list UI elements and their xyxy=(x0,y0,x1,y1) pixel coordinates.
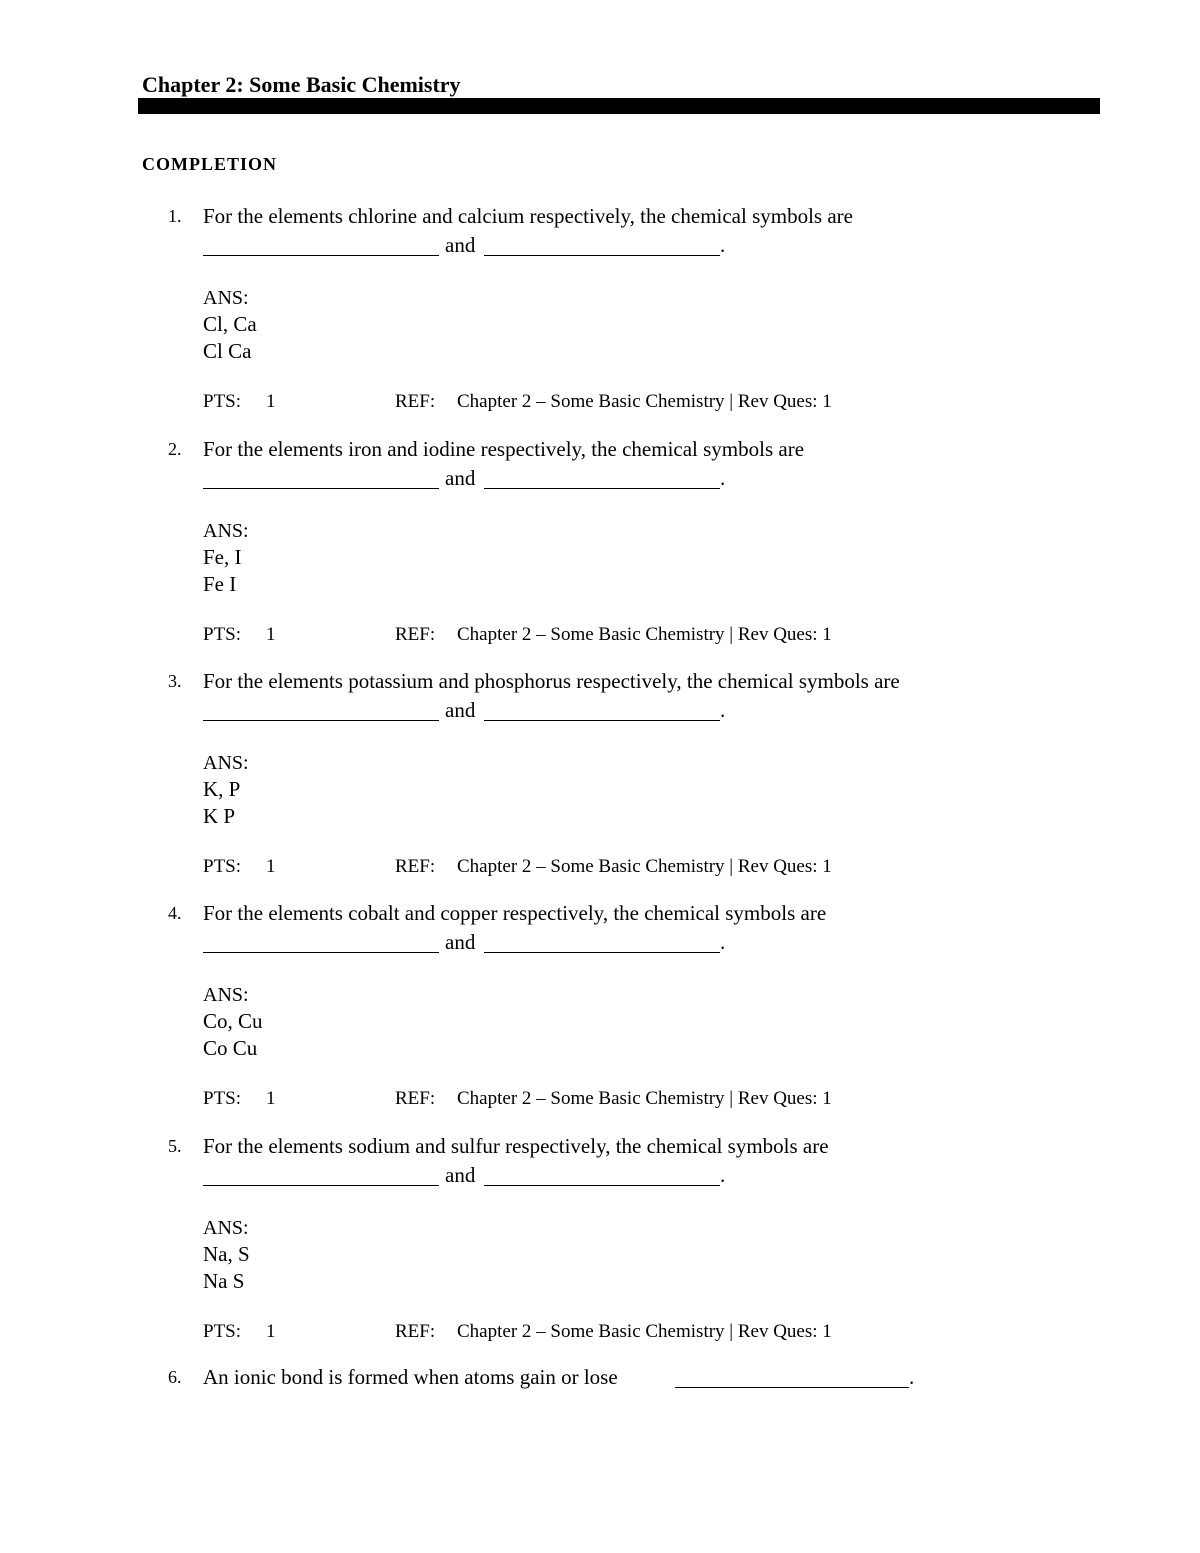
question-number: 3. xyxy=(168,671,182,691)
question-2 xyxy=(0,439,1200,669)
pts-value: 1 xyxy=(266,391,276,412)
answer-line-1: Cl, Ca xyxy=(203,312,257,336)
answer-blanks xyxy=(203,233,733,259)
ref-value: Chapter 2 – Some Basic Chemistry | Rev Ques: 1 xyxy=(457,1321,832,1342)
and-word: and xyxy=(445,466,476,490)
answer-line-1: Fe, I xyxy=(203,545,242,569)
title-rule xyxy=(138,98,1100,114)
question-number: 1. xyxy=(168,206,182,226)
question-text: For the elements sodium and sulfur respectively, the chemical symbols are xyxy=(203,1134,829,1158)
and-word: and xyxy=(445,698,476,722)
question-text: For the elements potassium and phosphorus respectively, the chemical symbols are xyxy=(203,669,900,693)
pts-value: 1 xyxy=(266,1321,276,1342)
ans-label: ANS: xyxy=(203,1217,249,1239)
answer-line-2: K P xyxy=(203,804,236,828)
answer-line-2: Fe I xyxy=(203,572,237,596)
pts-label: PTS: xyxy=(203,856,242,877)
answer-line-2: Na S xyxy=(203,1269,245,1293)
ref-label: REF: xyxy=(395,856,436,877)
question-text: For the elements cobalt and copper respectively, the chemical symbols are xyxy=(203,901,827,925)
and-word: and xyxy=(445,930,476,954)
answer-blanks xyxy=(203,466,733,492)
question-text: An ionic bond is formed when atoms gain or lose xyxy=(203,1365,618,1389)
question-4 xyxy=(0,903,1200,1133)
period: . xyxy=(909,1365,915,1389)
and-word: and xyxy=(445,233,476,257)
answer-blanks xyxy=(203,930,733,956)
period: . xyxy=(720,930,726,954)
question-number: 4. xyxy=(168,903,182,923)
answer-line-1: K, P xyxy=(203,777,241,801)
answer-blank-2[interactable] xyxy=(484,1185,720,1186)
period: . xyxy=(720,1163,726,1187)
ref-label: REF: xyxy=(395,1088,436,1109)
ref-value: Chapter 2 – Some Basic Chemistry | Rev Ques: 1 xyxy=(457,391,832,412)
pts-value: 1 xyxy=(266,624,276,645)
pts-label: PTS: xyxy=(203,391,242,412)
answer-blank-1[interactable] xyxy=(203,952,439,953)
answer-blank-1[interactable] xyxy=(203,255,439,256)
pts-value: 1 xyxy=(266,856,276,877)
section-heading: COMPLETION xyxy=(142,154,278,174)
period: . xyxy=(720,233,726,257)
answer-line-2: Cl Ca xyxy=(203,339,252,363)
ref-value: Chapter 2 – Some Basic Chemistry | Rev Ques: 1 xyxy=(457,856,832,877)
answer-line-2: Co Cu xyxy=(203,1036,258,1060)
ans-label: ANS: xyxy=(203,752,249,774)
pts-value: 1 xyxy=(266,1088,276,1109)
pts-label: PTS: xyxy=(203,1321,242,1342)
question-3 xyxy=(0,671,1200,901)
answer-blank-2[interactable] xyxy=(484,488,720,489)
page-title: Chapter 2: Some Basic Chemistry xyxy=(142,72,461,97)
question-text: For the elements iron and iodine respectively, the chemical symbols are xyxy=(203,437,805,461)
ans-label: ANS: xyxy=(203,984,249,1006)
period: . xyxy=(720,466,726,490)
ans-label: ANS: xyxy=(203,520,249,542)
ans-label: ANS: xyxy=(203,287,249,309)
question-number: 5. xyxy=(168,1136,182,1156)
question-number: 2. xyxy=(168,439,182,459)
question-1 xyxy=(0,206,1200,436)
answer-blanks xyxy=(203,698,733,724)
question-text: For the elements chlorine and calcium respectively, the chemical symbols are xyxy=(203,204,853,228)
answer-blank-2[interactable] xyxy=(484,720,720,721)
period: . xyxy=(720,698,726,722)
answer-blank-1[interactable] xyxy=(203,720,439,721)
answer-line-1: Na, S xyxy=(203,1242,250,1266)
question-5 xyxy=(0,1136,1200,1366)
answer-blank-2[interactable] xyxy=(484,952,720,953)
pts-label: PTS: xyxy=(203,624,242,645)
answer-blank-1[interactable] xyxy=(203,1185,439,1186)
answer-blank[interactable] xyxy=(675,1387,909,1388)
and-word: and xyxy=(445,1163,476,1187)
ref-value: Chapter 2 – Some Basic Chemistry | Rev Ques: 1 xyxy=(457,1088,832,1109)
answer-line-1: Co, Cu xyxy=(203,1009,263,1033)
answer-blank-2[interactable] xyxy=(484,255,720,256)
answer-blank-1[interactable] xyxy=(203,488,439,489)
pts-label: PTS: xyxy=(203,1088,242,1109)
answer-blanks xyxy=(203,1163,733,1189)
ref-label: REF: xyxy=(395,1321,436,1342)
question-number: 6. xyxy=(168,1367,182,1387)
ref-label: REF: xyxy=(395,391,436,412)
ref-label: REF: xyxy=(395,624,436,645)
question-6 xyxy=(0,1367,1200,1397)
ref-value: Chapter 2 – Some Basic Chemistry | Rev Ques: 1 xyxy=(457,624,832,645)
